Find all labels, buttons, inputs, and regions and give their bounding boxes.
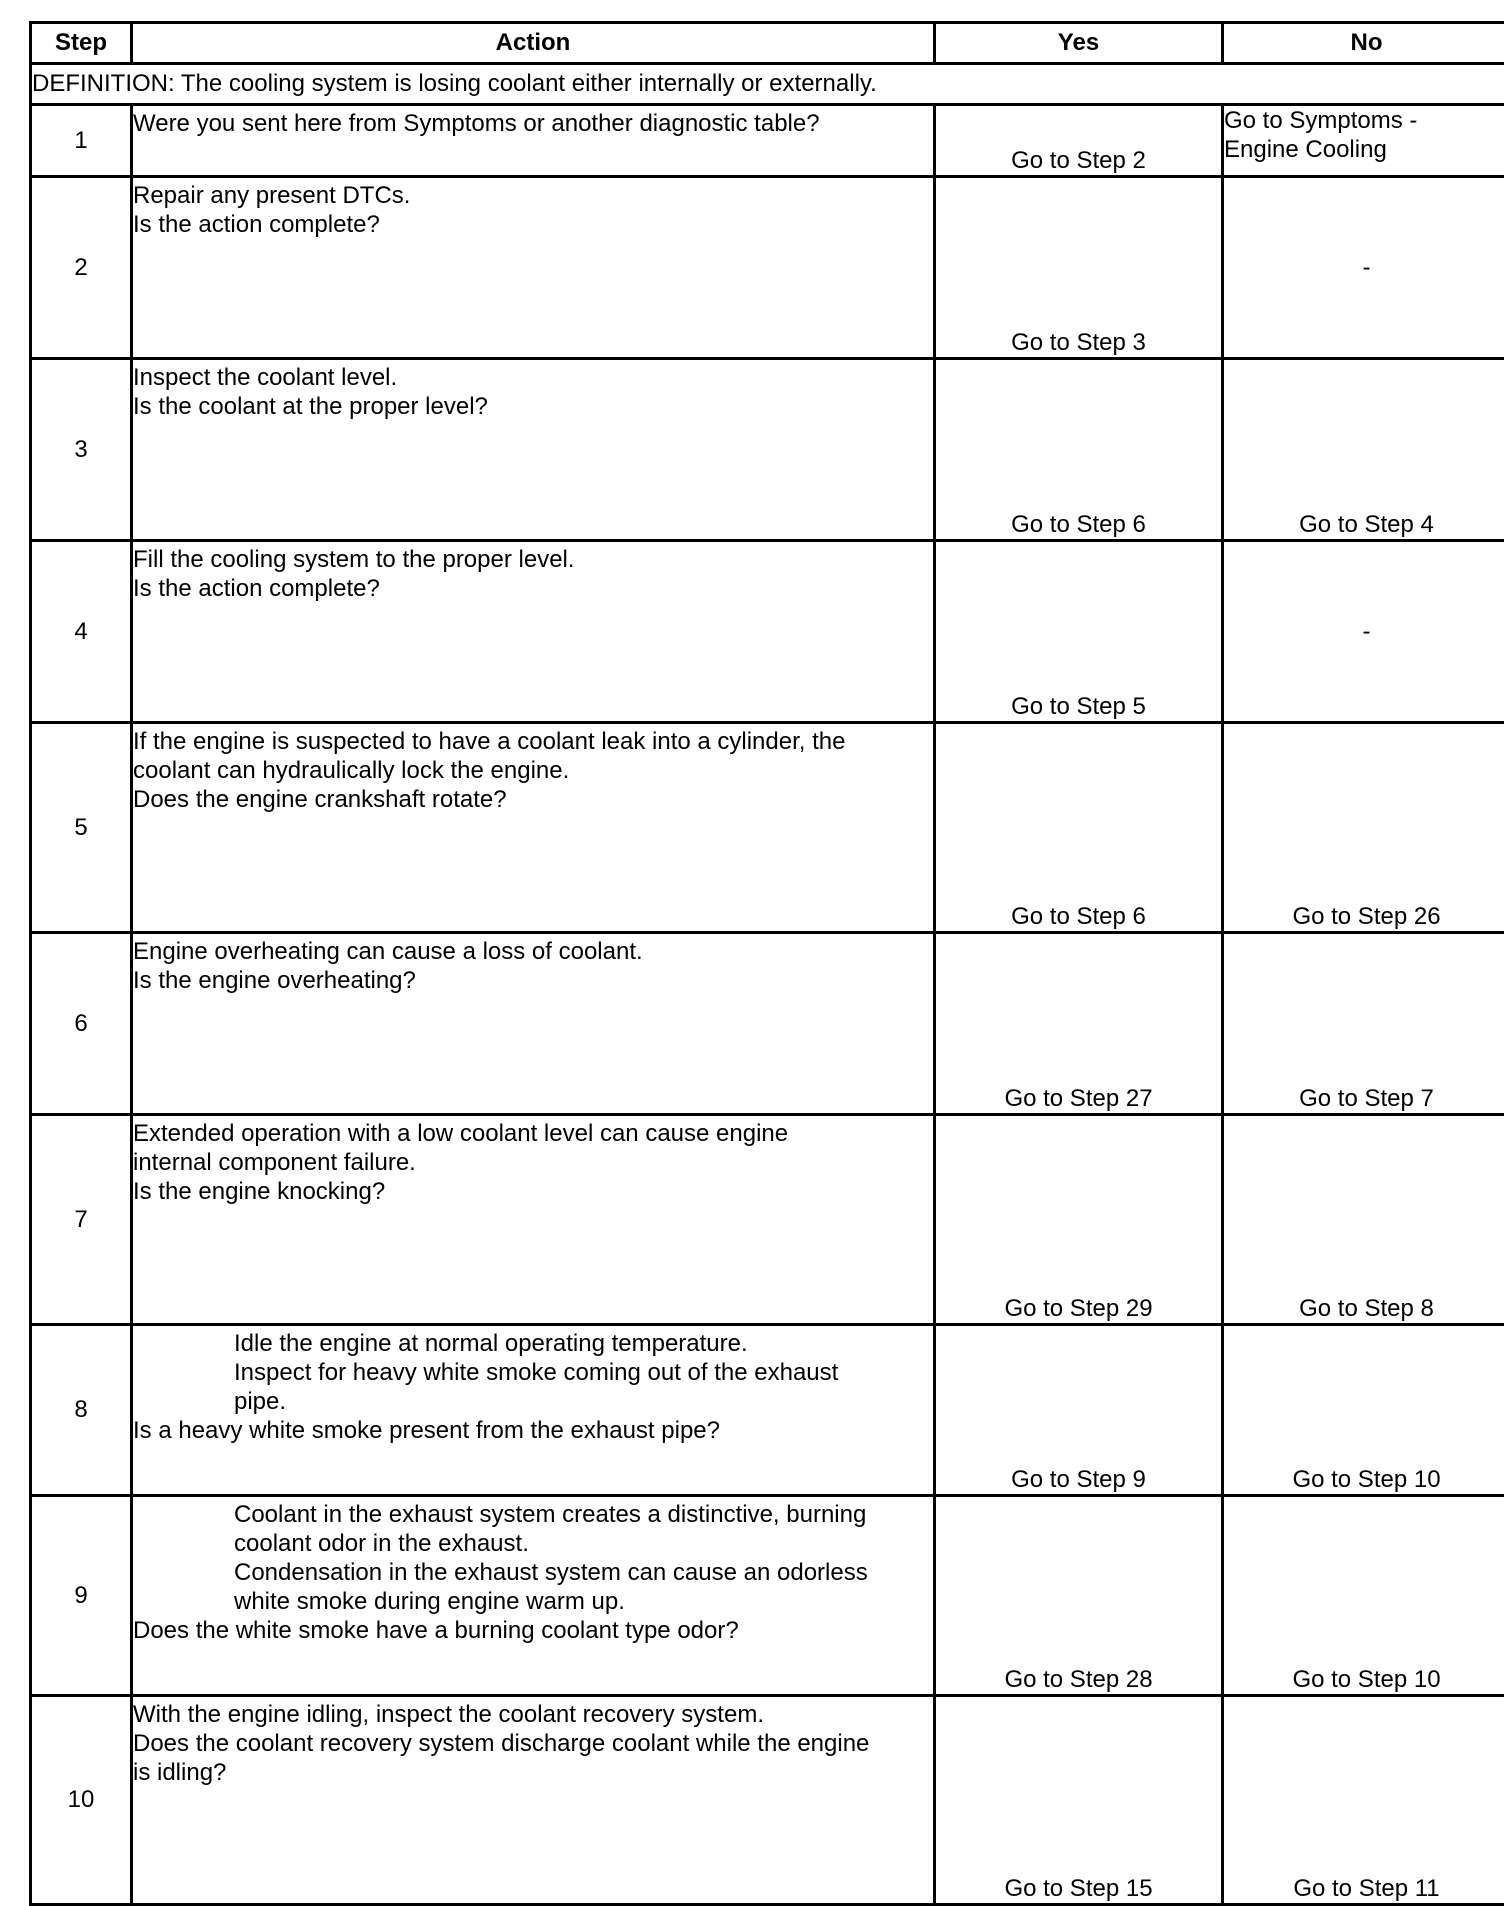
- no-value: -: [1223, 541, 1504, 723]
- no-link[interactable]: Go to Step 4: [1223, 359, 1504, 541]
- table-row: [31, 359, 1504, 541]
- step-number: 3: [31, 359, 132, 541]
- action-line: Idle the engine at normal operating temperature.: [234, 1329, 933, 1358]
- table-row: [31, 541, 1504, 723]
- yes-link[interactable]: Go to Step 15: [935, 1696, 1223, 1905]
- action-line: coolant odor in the exhaust.: [234, 1529, 933, 1558]
- action-cell: [132, 359, 935, 541]
- action-line: white smoke during engine warm up.: [234, 1587, 933, 1616]
- action-line: Were you sent here from Symptoms or another diagnostic table?: [133, 109, 933, 138]
- yes-link[interactable]: Go to Step 29: [935, 1115, 1223, 1325]
- header-no: No: [1223, 23, 1504, 64]
- action-question: Is the action complete?: [133, 210, 933, 243]
- table-row: [31, 1325, 1504, 1496]
- step-number: 2: [31, 177, 132, 359]
- yes-link[interactable]: Go to Step 6: [935, 359, 1223, 541]
- no-link[interactable]: Go to Step 11: [1223, 1696, 1504, 1905]
- action-question: Is the action complete?: [133, 574, 933, 607]
- action-cell: [132, 1496, 935, 1696]
- step-number: 8: [31, 1325, 132, 1496]
- action-line: Fill the cooling system to the proper level.: [133, 545, 933, 574]
- header-yes: Yes: [935, 23, 1223, 64]
- yes-link[interactable]: Go to Step 6: [935, 723, 1223, 933]
- no-value: -: [1223, 177, 1504, 359]
- action-cell: [132, 177, 935, 359]
- action-cell: [132, 105, 935, 177]
- table-row: [31, 1696, 1504, 1905]
- action-line: With the engine idling, inspect the coolant recovery system.: [133, 1700, 933, 1729]
- action-question: Does the coolant recovery system discharge coolant while the engine: [133, 1729, 933, 1758]
- action-question: Is the engine knocking?: [133, 1177, 933, 1210]
- action-line: Engine overheating can cause a loss of coolant.: [133, 937, 933, 966]
- action-cell: [132, 933, 935, 1115]
- action-line: If the engine is suspected to have a coolant leak into a cylinder, the: [133, 727, 933, 756]
- step-number: 9: [31, 1496, 132, 1696]
- yes-link[interactable]: Go to Step 28: [935, 1496, 1223, 1696]
- step-number: 1: [31, 105, 132, 177]
- action-question: Is the engine overheating?: [133, 966, 933, 999]
- table-row: [31, 177, 1504, 359]
- step-number: 10: [31, 1696, 132, 1905]
- action-cell: [132, 1696, 935, 1905]
- header-row: [31, 23, 1504, 64]
- no-link[interactable]: [1223, 105, 1504, 177]
- no-link[interactable]: Go to Step 26: [1223, 723, 1504, 933]
- action-line: Condensation in the exhaust system can cause an odorless: [234, 1558, 933, 1587]
- no-link[interactable]: Go to Step 7: [1223, 933, 1504, 1115]
- yes-link[interactable]: Go to Step 3: [935, 177, 1223, 359]
- no-link[interactable]: Go to Step 10: [1223, 1325, 1504, 1496]
- table-row: [31, 933, 1504, 1115]
- header-step: Step: [31, 23, 132, 64]
- action-cell: [132, 541, 935, 723]
- yes-link[interactable]: Go to Step 9: [935, 1325, 1223, 1496]
- definition-text: DEFINITION: The cooling system is losing coolant either internally or externally.: [31, 64, 1504, 105]
- diagnostic-table: [29, 21, 1504, 1906]
- step-number: 4: [31, 541, 132, 723]
- no-line: Engine Cooling: [1224, 135, 1504, 164]
- action-question: is idling?: [133, 1758, 933, 1787]
- action-line: Inspect the coolant level.: [133, 363, 933, 392]
- table-row: [31, 1115, 1504, 1325]
- action-question: Is a heavy white smoke present from the exhaust pipe?: [133, 1416, 933, 1449]
- definition-row: [31, 64, 1504, 105]
- step-number: 6: [31, 933, 132, 1115]
- action-line: Repair any present DTCs.: [133, 181, 933, 210]
- no-line: Go to Symptoms -: [1224, 106, 1504, 135]
- action-line: Coolant in the exhaust system creates a distinctive, burning: [234, 1500, 933, 1529]
- yes-link[interactable]: Go to Step 2: [935, 105, 1223, 177]
- action-cell: [132, 1115, 935, 1325]
- step-number: 7: [31, 1115, 132, 1325]
- action-line: pipe.: [234, 1387, 933, 1416]
- action-line: Extended operation with a low coolant level can cause engine: [133, 1119, 933, 1148]
- action-cell: [132, 723, 935, 933]
- no-link[interactable]: Go to Step 10: [1223, 1496, 1504, 1696]
- table-row: [31, 1496, 1504, 1696]
- table-row: [31, 105, 1504, 177]
- step-number: 5: [31, 723, 132, 933]
- action-line: internal component failure.: [133, 1148, 933, 1177]
- action-question: Does the white smoke have a burning coolant type odor?: [133, 1616, 933, 1649]
- action-cell: [132, 1325, 935, 1496]
- header-action: Action: [132, 23, 935, 64]
- table-row: [31, 723, 1504, 933]
- action-line: coolant can hydraulically lock the engine.: [133, 756, 933, 785]
- yes-link[interactable]: Go to Step 5: [935, 541, 1223, 723]
- action-question: Does the engine crankshaft rotate?: [133, 785, 933, 818]
- yes-link[interactable]: Go to Step 27: [935, 933, 1223, 1115]
- no-link[interactable]: Go to Step 8: [1223, 1115, 1504, 1325]
- action-line: Inspect for heavy white smoke coming out of the exhaust: [234, 1358, 933, 1387]
- action-question: Is the coolant at the proper level?: [133, 392, 933, 425]
